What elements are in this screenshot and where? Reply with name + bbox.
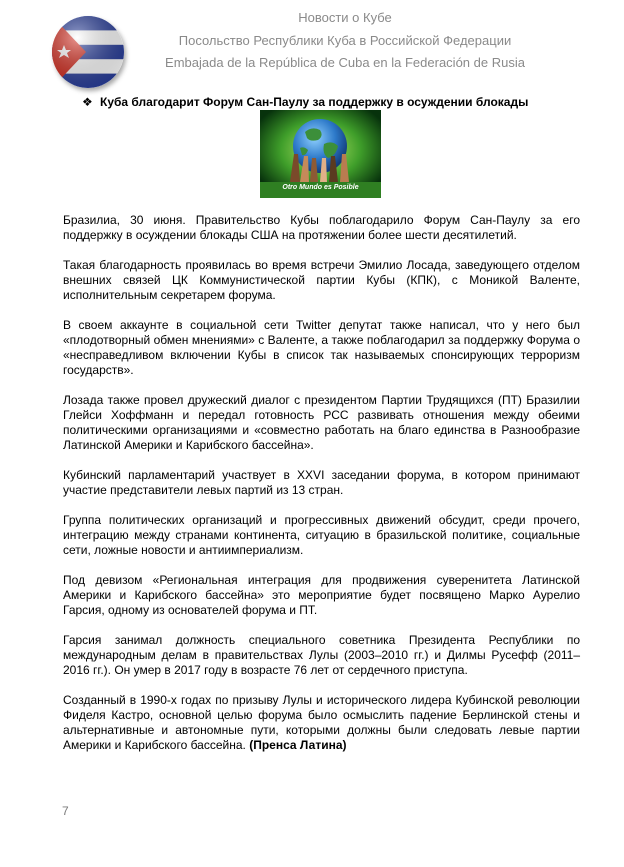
article-paragraph: В своем аккаунте в социальной сети Twitter депутат также написал, что у него был «плодотворный обмен мнениями» с Валенте, а также поблагодарил за поддержку Форума о «несправедливом включении Кубы в список так называемых спонсирующих терроризм государств». <box>63 318 580 377</box>
article-paragraph: Кубинский парламентарий участвует в XXVI заседании форума, в котором принимают участие представители левых партий из 13 стран. <box>63 468 580 497</box>
article-paragraph-text: Созданный в 1990-х годах по призыву Лулы и исторического лидера Кубинской революции Фиделя Кастро, основной целью форума было осмыслить падение Берлинской стены и альтернативные и автономные пути, которыми должны были следовать левые партии Америки и Карибского бассейна. <box>63 693 580 752</box>
article-paragraph: Такая благодарность проявилась во время встречи Эмилио Лосада, заведующего отделом внешних связей ЦК Коммунистической партии Кубы (КПК), с Моникой Валенте, исполнительным секретарем форума. <box>63 258 580 302</box>
article-paragraph: Группа политических организаций и прогрессивных движений обсудит, среди прочего, интеграцию между странами континента, ситуацию в бразильской политике, социальные сети, ложные новости и антиимпериализм. <box>63 513 580 557</box>
article-paragraph: Под девизом «Региональная интеграция для продвижения суверенитета Латинской Америки и Карибского бассейна» это мероприятие будет посвящено Марко Аурелио Гарсия, одному из основателей форума и ПТ. <box>63 573 580 617</box>
photo-caption: Otro Mundo es Posible <box>282 184 359 191</box>
page-number: 7 <box>62 804 69 818</box>
header-news-title: Новости о Кубе <box>298 10 392 25</box>
article-paragraph: Бразилиа, 30 июня. Правительство Кубы поблагодарило Форум Сан-Паулу за его поддержку в осуждении блокады США на протяжении более шести десятилетий. <box>63 213 580 242</box>
article-photo <box>260 110 381 198</box>
header-embassy-es: Embajada de la República de Cuba en la Federación de Rusia <box>165 55 525 70</box>
article-body <box>63 213 580 768</box>
article-paragraph: Гарсия занимал должность специального советника Президента Республики по международным делам в правительствах Лулы (2003–2010 гг.) и Дилмы Русефф (2011–2016 гг.). Он умер в 2017 году в возрасте 76 лет от сердечного приступа. <box>63 633 580 677</box>
article-title-text: Куба благодарит Форум Сан-Паулу за поддержку в осуждении блокады <box>100 95 529 109</box>
header-embassy-ru: Посольство Республики Куба в Российской Федерации <box>178 33 512 48</box>
cuban-flag-logo <box>52 16 124 88</box>
article-paragraph: Лозада также провел дружеский диалог с президентом Партии Трудящихся (ПТ) Бразилии Глейси Хоффманн и передал готовность РСС развивать отношения между обеими политическими организациями и «совместно работать на благо единства в Разнообразие Латинской Америки и Карибского бассейна». <box>63 393 580 452</box>
article-title <box>82 95 582 109</box>
news-source: (Пренса Латина) <box>249 738 347 752</box>
bullet-icon: ❖ <box>82 95 93 109</box>
article-paragraph-last <box>63 693 580 753</box>
